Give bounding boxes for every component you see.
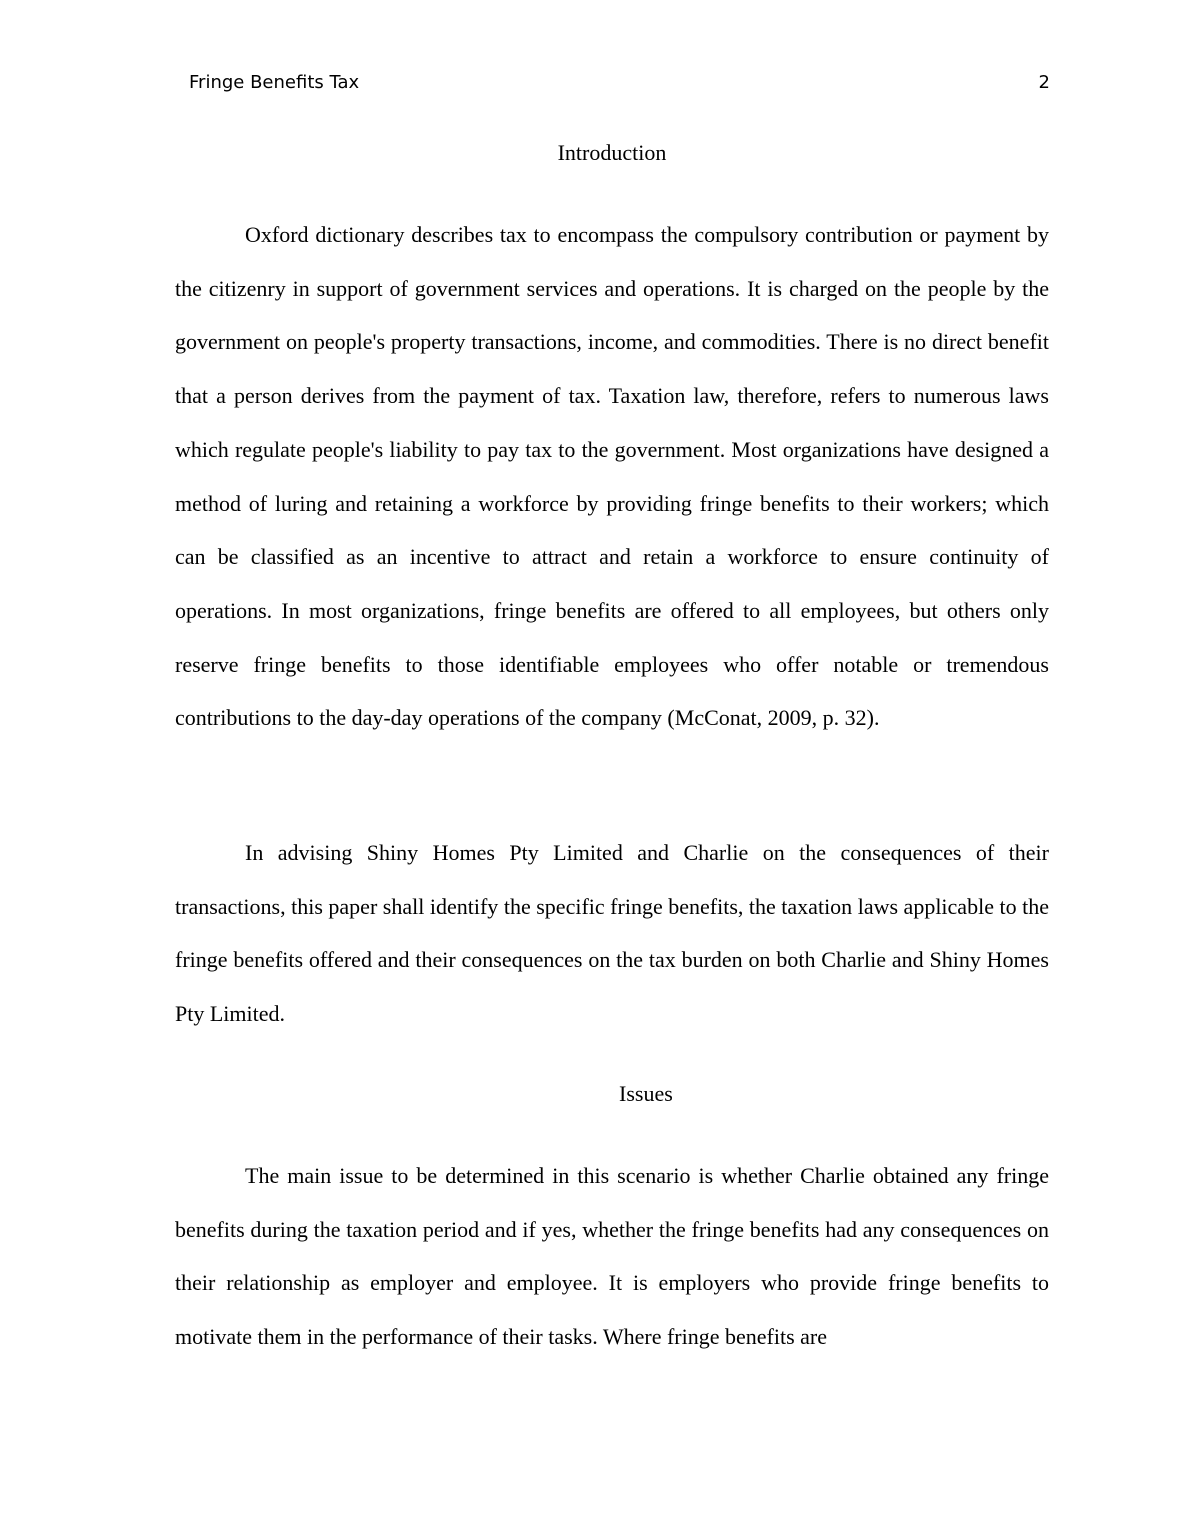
issues-paragraph-1: The main issue to be determined in this scenario is whether Charlie obtained any fringe benefits during the taxation period and if yes, whether the fringe benefits had any consequences on their relationship as employer and employee. It is employers who provide fringe benefits to motivate them in the performance of their tasks. Where fringe benefits are bbox=[175, 1163, 1049, 1350]
issues-heading: Issues bbox=[619, 1081, 673, 1106]
introduction-paragraph-1: Oxford dictionary describes tax to encompass the compulsory contribution or payment by the citizenry in support of government services and operations. It is charged on the people by the government on people's property transactions, income, and commodities. There is no direct benefit that a person derives from the payment of tax. Taxation law, therefore, refers to numerous laws which regulate people's liability to pay tax to the government. Most organizations have designed a method of luring and retaining a workforce by providing fringe benefits to their workers; which can be classified as an incentive to attract and retain a workforce to ensure continuity of operations. In most organizations, fringe benefits are offered to all employees, but others only reserve fringe benefits to those identifiable employees who offer notable or tremendous contributions to the day-day operations of the company (McConat, 2009, p. 32). bbox=[175, 222, 1049, 731]
running-head: Fringe Benefits Tax bbox=[189, 72, 360, 93]
introduction-heading: Introduction bbox=[557, 140, 667, 165]
introduction-paragraph-2: In advising Shiny Homes Pty Limited and Charlie on the consequences of their transactions, this paper shall identify the specific fringe benefits, the taxation laws applicable to the fringe benefits offered and their consequences on the tax burden on both Charlie and Shiny Homes Pty Limited. bbox=[175, 840, 1049, 1027]
page-number: 2 bbox=[1038, 72, 1050, 93]
